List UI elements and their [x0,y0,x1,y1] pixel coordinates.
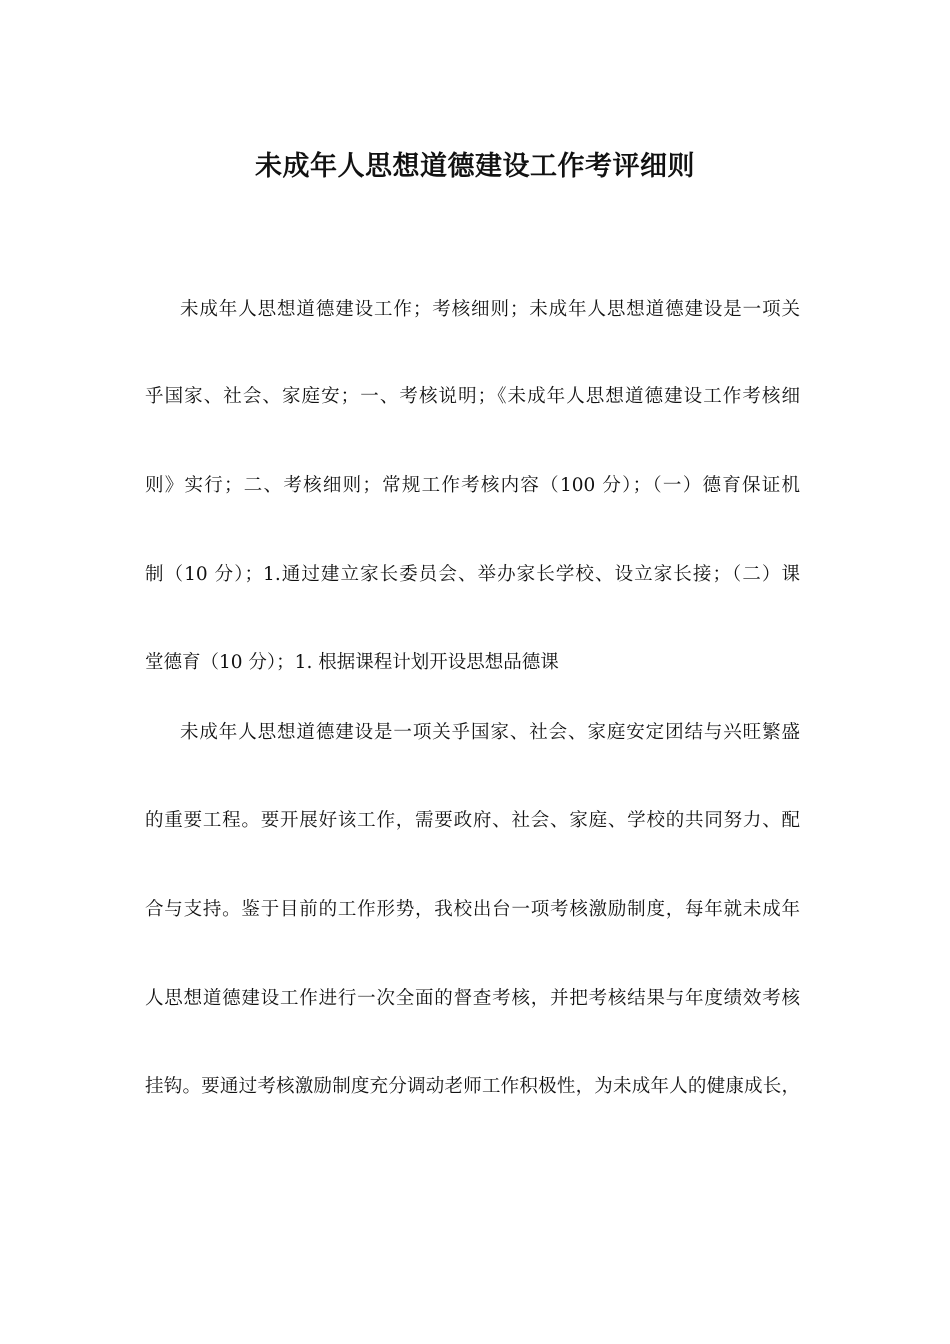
text-line: 制（10 分）；1.通过建立家长委员会、举办家长学校、设立家长接；（二）课 [145,564,800,585]
text-line: 堂德育（10 分）；1. 根据课程计划开设思想品德课 [145,652,559,673]
text-line: 合与支持。鉴于目前的工作形势，我校出台一项考核激励制度，每年就未成年 [145,899,800,920]
text-line: 挂钩。要通过考核激励制度充分调动老师工作积极性，为未成年人的健康成长， [145,1076,800,1097]
document-title: 未成年人思想道德建设工作考评细则 [255,151,695,182]
text-line: 则》实行；二、考核细则；常规工作考核内容（100 分）；（一）德育保证机 [145,475,800,496]
text-line: 人思想道德建设工作进行一次全面的督查考核，并把考核结果与年度绩效考核 [145,988,800,1009]
text-line: 未成年人思想道德建设工作；考核细则；未成年人思想道德建设是一项关 [180,299,800,320]
text-line: 的重要工程。要开展好该工作，需要政府、社会、家庭、学校的共同努力、配 [145,810,800,831]
text-line: 乎国家、社会、家庭安；一、考核说明；《未成年人思想道德建设工作考核细 [145,386,800,407]
text-line: 未成年人思想道德建设是一项关乎国家、社会、家庭安定团结与兴旺繁盛 [180,722,800,743]
